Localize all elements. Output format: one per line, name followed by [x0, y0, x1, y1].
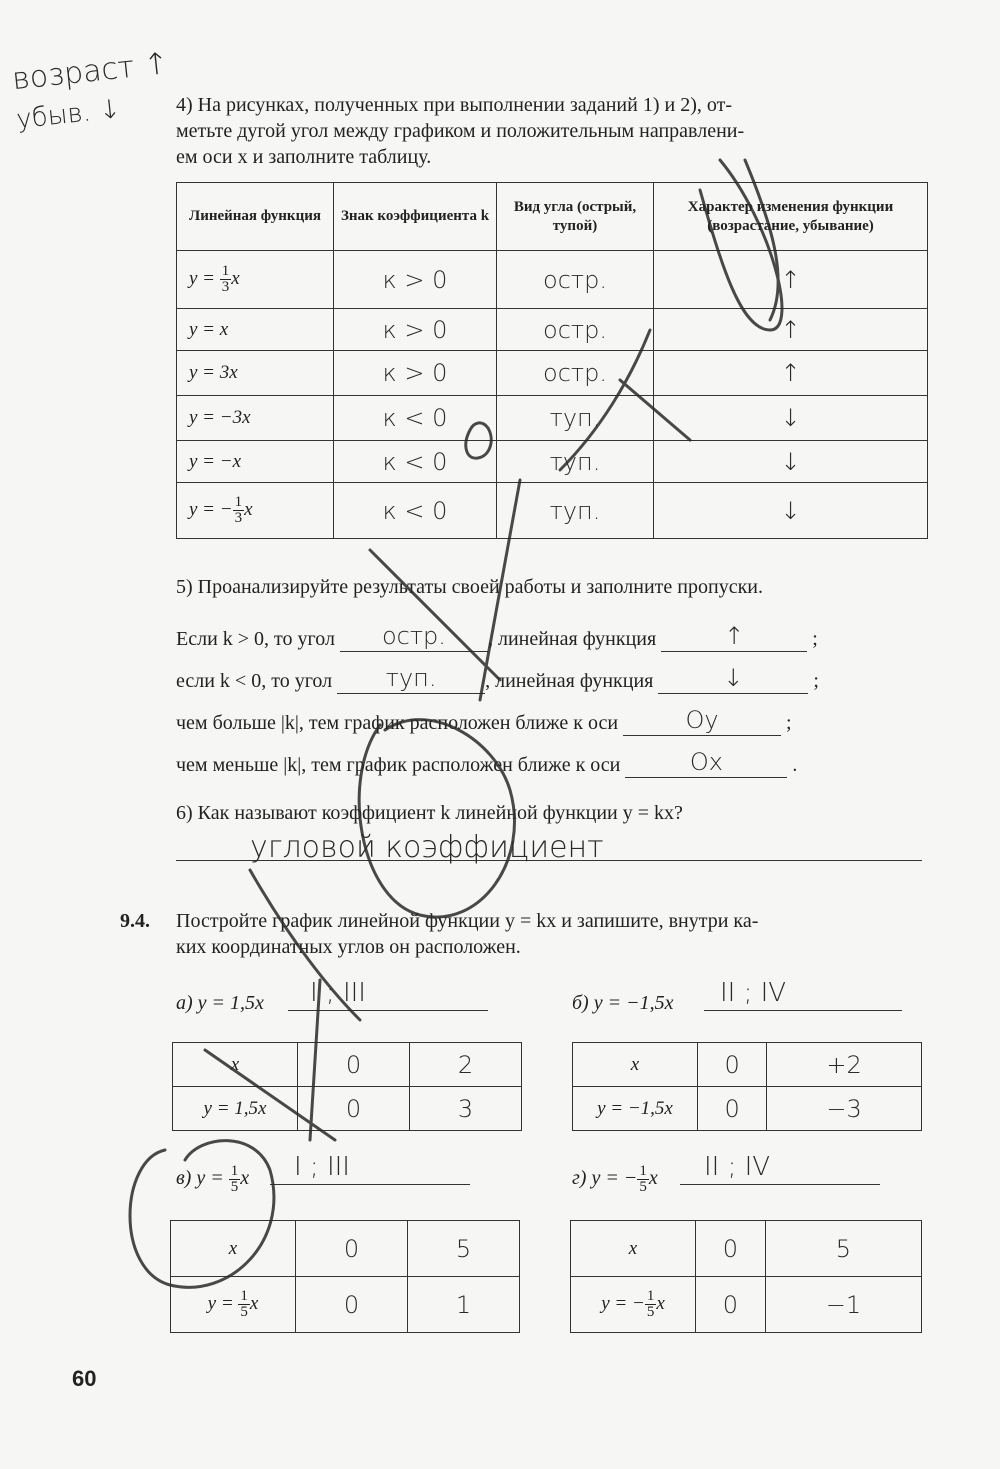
- answer-axis-smaller: Ox: [689, 748, 723, 776]
- task94-a-answer: I ; III: [310, 978, 366, 1008]
- answer-axis-bigger: Oy: [685, 706, 719, 734]
- table-a: x 0 2 y = 1,5x 0 3: [172, 1042, 522, 1131]
- header-sign: Знак коэффициента k: [334, 183, 497, 251]
- task5-line1: Если k > 0, то угол остр. , линейная функция ↑ ;: [176, 622, 818, 650]
- fn-cell: y = 3x: [177, 351, 334, 396]
- fn-cell: y = − $\frac{1}{3}$ x: [177, 483, 334, 539]
- task4-line3: ем оси x и заполните таблицу.: [176, 146, 432, 168]
- task94-number: 9.4.: [120, 910, 150, 932]
- sign-cell: к > 0: [334, 351, 497, 396]
- answer-trend-neg: ↓: [723, 664, 744, 692]
- task94-c-answer: I ; III: [294, 1152, 350, 1182]
- task94-d-answer: II ; IV: [704, 1152, 771, 1182]
- task94-a-label: а) y = 1,5x: [176, 992, 264, 1014]
- fn-cell: y = −3x: [177, 396, 334, 441]
- fn-cell: y = $\frac{1}{3}$ x: [177, 251, 334, 309]
- task6-answer: угловой коэффициент: [250, 830, 604, 865]
- trend-cell: ↓: [654, 483, 928, 539]
- sign-cell: к < 0: [334, 396, 497, 441]
- angle-cell: туп.: [497, 441, 654, 483]
- table-c: x 0 5 y = $\frac{1}{5}$ x 0 1: [170, 1220, 520, 1333]
- task5-title: 5) Проанализируйте результаты своей работы и заполните пропуски.: [176, 576, 764, 598]
- task6-question: 6) Как называют коэффициент k линейной функции y = kx?: [176, 802, 683, 824]
- sign-cell: к < 0: [334, 483, 497, 539]
- page-number: 60: [72, 1366, 97, 1391]
- margin-note: [10, 44, 175, 140]
- header-trend: Характер изменения функции (возрастание, убывание): [654, 183, 928, 251]
- angle-cell: туп.: [497, 396, 654, 441]
- answer-angle-neg: туп.: [385, 664, 437, 692]
- trend-cell: ↑: [654, 351, 928, 396]
- trend-cell: ↑: [654, 251, 928, 309]
- header-function: Линейная функция: [177, 183, 334, 251]
- margin-note-line2: убыв. ↓: [14, 94, 123, 136]
- angle-cell: туп.: [497, 483, 654, 539]
- header-angle: Вид угла (острый, тупой): [497, 183, 654, 251]
- task94-c-line: [270, 1184, 470, 1185]
- task4-line2: метьте дугой угол между графиком и положительным направлени-: [176, 120, 745, 142]
- task5-line2: если k < 0, то угол туп. , линейная функция ↓ ;: [176, 664, 819, 692]
- task4-line1: 4) На рисунках, полученных при выполнении заданий 1) и 2), от-: [176, 94, 732, 116]
- trend-cell: ↑: [654, 309, 928, 351]
- task94-b-line: [704, 1010, 902, 1011]
- sign-cell: к > 0: [334, 251, 497, 309]
- task5-line4: чем меньше |k|, тем график расположен ближе к оси Ox .: [176, 748, 798, 776]
- task94-d-label: г) y = − $\frac{1}{5}$ x: [572, 1163, 658, 1195]
- task94-line1: Постройте график линейной функции y = kx и запишите, внутри ка-: [176, 910, 759, 932]
- sign-cell: к > 0: [334, 309, 497, 351]
- margin-note-line1: возраст ↑: [10, 45, 171, 98]
- task94-d-line: [680, 1184, 880, 1185]
- task94-a-line: [288, 1010, 488, 1011]
- trend-cell: ↓: [654, 396, 928, 441]
- angle-cell: остр.: [497, 251, 654, 309]
- task94-line2: ких координатных углов он расположен.: [176, 936, 521, 958]
- answer-angle-pos: остр.: [382, 622, 446, 650]
- fn-cell: y = −x: [177, 441, 334, 483]
- answer-trend-pos: ↑: [724, 622, 745, 650]
- task94-b-answer: II ; IV: [720, 978, 787, 1008]
- angle-table: [176, 182, 928, 539]
- table-b: x 0 +2 y = −1,5x 0 −3: [572, 1042, 922, 1131]
- task94-b-label: б) y = −1,5x: [572, 992, 674, 1014]
- table-d: x 0 5 y = − $\frac{1}{5}$ x 0 −1: [570, 1220, 922, 1333]
- angle-cell: остр.: [497, 351, 654, 396]
- trend-cell: ↓: [654, 441, 928, 483]
- fn-cell: y = x: [177, 309, 334, 351]
- sign-cell: к < 0: [334, 441, 497, 483]
- angle-cell: остр.: [497, 309, 654, 351]
- task94-c-label: в) y = $\frac{1}{5}$ x: [176, 1163, 250, 1195]
- task5-line3: чем больше |k|, тем график расположен ближе к оси Oy ;: [176, 706, 792, 734]
